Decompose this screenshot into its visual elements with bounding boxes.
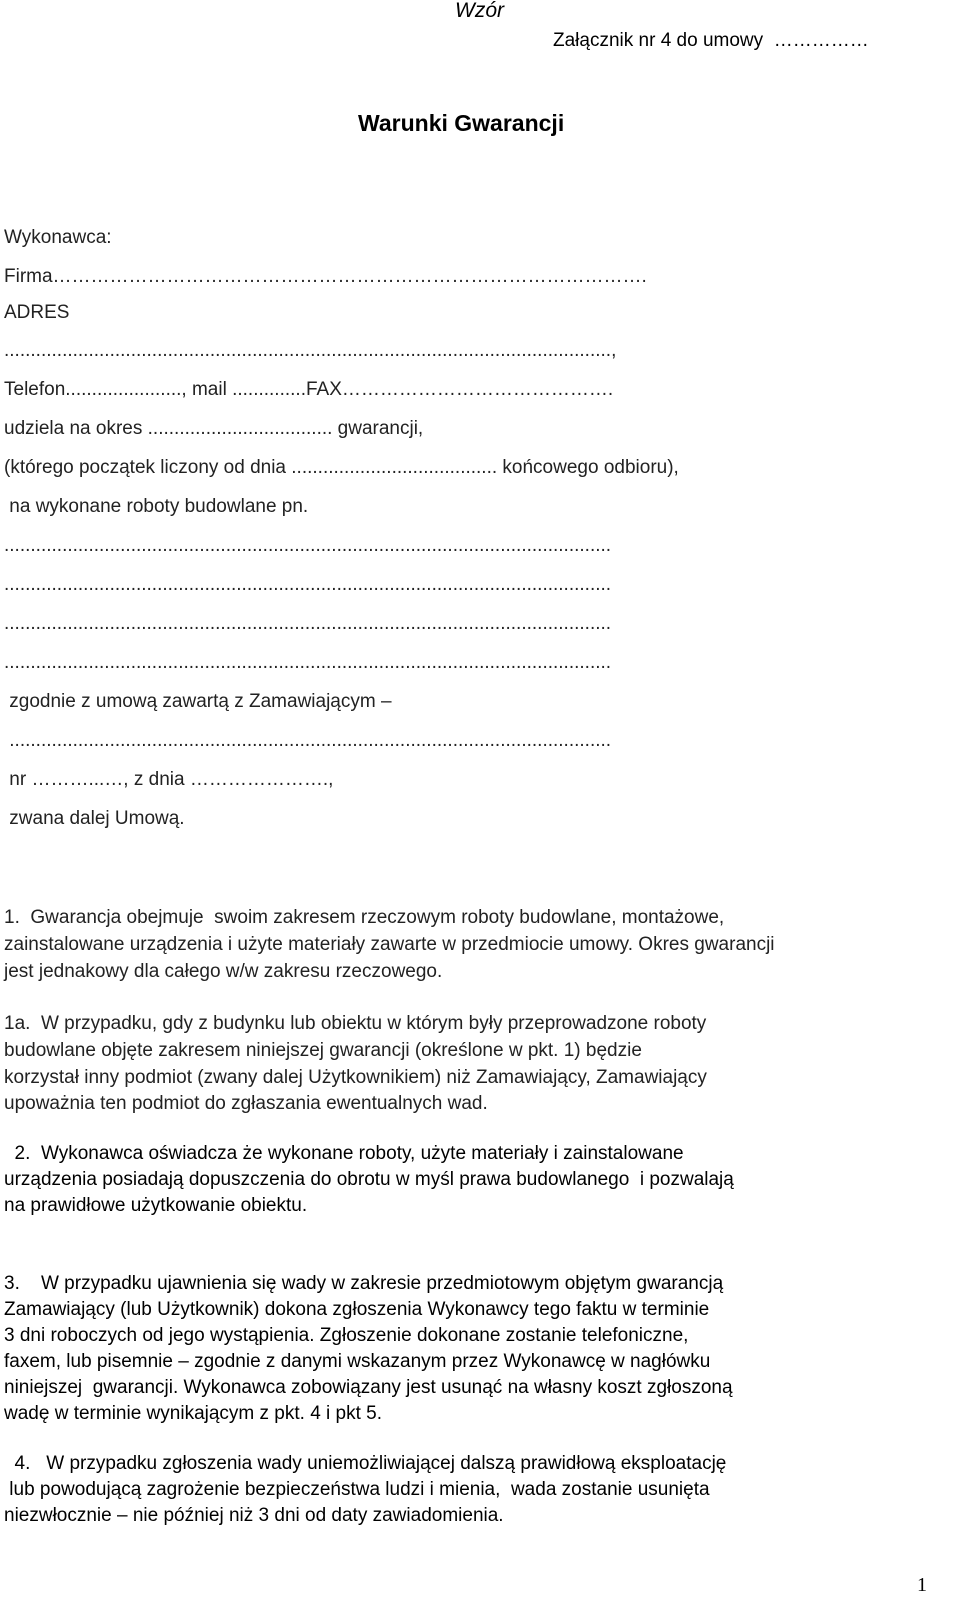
section-1a-line-3: korzystał inny podmiot (zwany dalej Użytkownikiem) niż Zamawiający, Zamawiający: [4, 1067, 707, 1088]
called-agreement-line: zwana dalej Umową.: [4, 808, 185, 829]
section-1a-line-2: budowlane objęte zakresem niniejszej gwarancji (określone w pkt. 1) będzie: [4, 1040, 642, 1061]
firm-line: Firma………………………………………………………………………………….: [4, 266, 647, 287]
section-1-line-2: zainstalowane urządzenia i użyte materiały zawarte w przedmiocie umowy. Okres gwarancji: [4, 934, 775, 955]
section-4-line-2: lub powodującą zagrożenie bezpieczeństwa ludzi i mienia, wada zostanie usunięta: [4, 1479, 710, 1500]
contract-number-line: nr ………...…, z dnia ………………….,: [4, 769, 334, 790]
warranty-period-line: udziela na okres ................................... gwarancji,: [4, 418, 424, 439]
address-label: ADRES: [4, 302, 70, 323]
annex-label: Załącznik nr 4 do umowy ……………: [553, 30, 869, 51]
section-3-line-4: faxem, lub pisemnie – zgodnie z danymi wskazanym przez Wykonawcę w nagłówku: [4, 1351, 711, 1372]
section-1a-line-1: 1a. W przypadku, gdy z budynku lub obiektu w którym były przeprowadzone roboty: [4, 1013, 707, 1034]
section-2-line-2: urządzenia posiadają dopuszczenia do obrotu w myśl prawa budowlanego i pozwalają: [4, 1169, 734, 1190]
section-4-line-3: niezwłocznie – nie później niż 3 dni od daty zawiadomienia.: [4, 1505, 504, 1526]
warranty-start-line: (którego początek liczony od dnia ....................................... końcowego odbioru),: [4, 457, 679, 478]
section-3-line-2: Zamawiający (lub Użytkownik) dokona zgłoszenia Wykonawcy tego faktu w terminie: [4, 1299, 710, 1320]
template-label: Wzór: [455, 0, 504, 22]
section-3-line-1: 3. W przypadku ujawnienia się wady w zakresie przedmiotowym objętym gwarancją: [4, 1273, 724, 1294]
section-4-line-1: 4. W przypadku zgłoszenia wady uniemożliwiającej dalszą prawidłową eksploatację: [4, 1453, 727, 1474]
address-dots: ...................................................................................................................,: [4, 340, 617, 361]
agreement-dots: ..................................................................................................................: [4, 730, 612, 751]
works-dots-1: ...................................................................................................................: [4, 535, 612, 556]
section-3-line-6: wadę w terminie wynikającym z pkt. 4 i pkt 5.: [4, 1403, 383, 1424]
section-2-line-1: 2. Wykonawca oświadcza że wykonane roboty, użyte materiały i zainstalowane: [4, 1143, 684, 1164]
document-title: Warunki Gwarancji: [358, 110, 565, 136]
section-3-line-3: 3 dni roboczych od jego wystąpienia. Zgłoszenie dokonane zostanie telefoniczne,: [4, 1325, 689, 1346]
section-3-line-5: niniejszej gwarancji. Wykonawca zobowiązany jest usunąć na własny koszt zgłoszoną: [4, 1377, 733, 1398]
section-1-line-3: jest jednakowy dla całego w/w zakresu rzeczowego.: [4, 961, 443, 982]
works-line: na wykonane roboty budowlane pn.: [4, 496, 309, 517]
works-dots-3: ...................................................................................................................: [4, 613, 612, 634]
contractor-label: Wykonawca:: [4, 227, 112, 248]
section-2-line-3: na prawidłowe użytkowanie obiektu.: [4, 1195, 308, 1216]
page-number: 1: [917, 1574, 927, 1596]
works-dots-4: ...................................................................................................................: [4, 652, 612, 673]
phone-line: Telefon......................, mail ..............FAX…………………………………….: [4, 379, 614, 400]
section-1-line-1: 1. Gwarancja obejmuje swoim zakresem rzeczowym roboty budowlane, montażowe,: [4, 907, 725, 928]
agreement-line: zgodnie z umową zawartą z Zamawiającym –: [4, 691, 392, 712]
section-1a-line-4: upoważnia ten podmiot do zgłaszania ewentualnych wad.: [4, 1093, 488, 1114]
works-dots-2: ...................................................................................................................: [4, 574, 612, 595]
